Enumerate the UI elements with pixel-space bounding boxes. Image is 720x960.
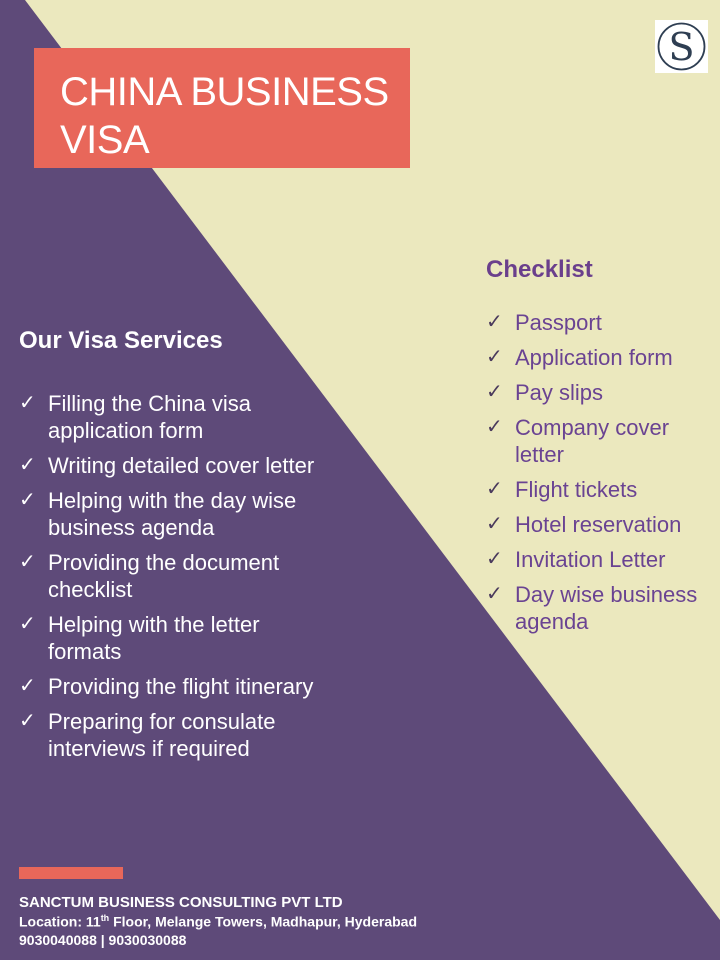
company-name: SANCTUM BUSINESS CONSULTING PVT LTD — [19, 894, 343, 911]
checkmark-icon: ✓ — [19, 392, 36, 414]
list-item: ✓ Helping with the letter formats — [19, 612, 260, 664]
company-location: Location: 11th Floor, Melange Towers, Madhapur, Hyderabad — [19, 913, 417, 930]
list-item: ✓ Helping with the day wise business agenda — [19, 488, 297, 540]
checkmark-icon: ✓ — [486, 583, 503, 605]
list-item: ✓ Writing detailed cover letter — [19, 453, 315, 478]
checkmark-icon: ✓ — [486, 416, 503, 438]
list-item: ✓ Day wise business agenda — [486, 582, 698, 634]
list-item: ✓ Hotel reservation — [486, 512, 682, 537]
company-phones: 9030040088 | 9030030088 — [19, 932, 187, 948]
checkmark-icon: ✓ — [19, 613, 36, 635]
services-list — [19, 390, 339, 770]
checkmark-icon: ✓ — [19, 454, 36, 476]
svg-text:S: S — [668, 25, 695, 69]
checklist-heading: Checklist — [486, 256, 593, 283]
s-monogram-logo — [655, 20, 708, 73]
list-item: ✓ Providing the document checklist — [19, 550, 280, 602]
checkmark-icon: ✓ — [486, 311, 503, 333]
checkmark-icon: ✓ — [486, 548, 503, 570]
list-item: ✓ Application form — [486, 345, 673, 370]
services-heading: Our Visa Services — [19, 327, 223, 354]
list-item: ✓ Preparing for consulate interviews if required — [19, 709, 276, 761]
checkmark-icon: ✓ — [19, 551, 36, 573]
title-banner — [34, 48, 410, 168]
list-item: ✓ Flight tickets — [486, 477, 638, 502]
checkmark-icon: ✓ — [486, 381, 503, 403]
checkmark-icon: ✓ — [19, 489, 36, 511]
list-item: ✓ Company cover letter — [486, 415, 670, 467]
list-item: ✓ Filling the China visa application form — [19, 391, 251, 443]
checkmark-icon: ✓ — [19, 710, 36, 732]
checkmark-icon: ✓ — [486, 346, 503, 368]
list-item: ✓ Passport — [486, 310, 602, 335]
list-item: ✓ Invitation Letter — [486, 547, 666, 572]
list-item: ✓ Pay slips — [486, 380, 604, 405]
footer-accent-bar — [19, 867, 123, 879]
checkmark-icon: ✓ — [19, 675, 36, 697]
checkmark-icon: ✓ — [486, 478, 503, 500]
page-title: CHINA BUSINESS VISA — [60, 70, 389, 162]
checklist-list — [486, 309, 718, 643]
checkmark-icon: ✓ — [486, 513, 503, 535]
list-item: ✓ Providing the flight itinerary — [19, 674, 314, 699]
